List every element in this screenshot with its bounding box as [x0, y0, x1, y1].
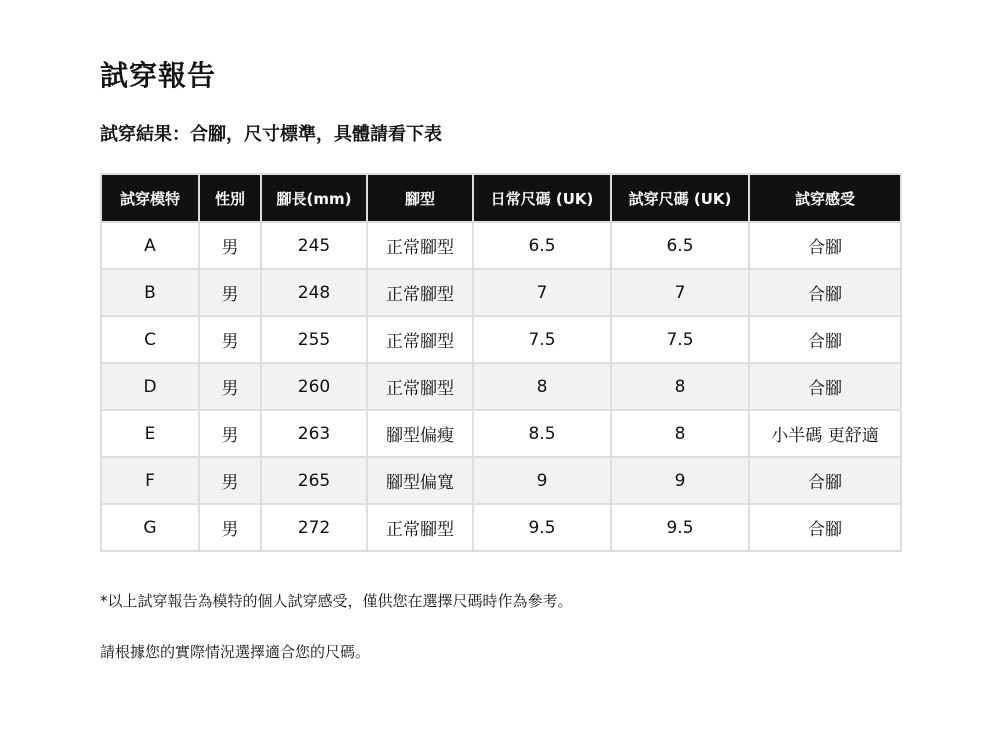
header-foot-length: 腳長(mm) — [261, 174, 367, 222]
cell-foot-type: 正常腳型 — [367, 269, 473, 316]
cell-trial-size: 8 — [611, 363, 749, 410]
cell-trial-size: 7.5 — [611, 316, 749, 363]
cell-daily-size: 9.5 — [473, 504, 611, 551]
cell-gender: 男 — [199, 269, 261, 316]
cell-gender: 男 — [199, 363, 261, 410]
cell-model: F — [101, 457, 199, 504]
cell-model: G — [101, 504, 199, 551]
cell-gender: 男 — [199, 504, 261, 551]
table-row — [101, 269, 901, 316]
table-header-row — [101, 174, 901, 222]
cell-trial-size: 6.5 — [611, 222, 749, 269]
cell-foot-length: 263 — [261, 410, 367, 457]
header-daily-size: 日常尺碼 (UK) — [473, 174, 611, 222]
cell-foot-type: 正常腳型 — [367, 222, 473, 269]
cell-foot-length: 248 — [261, 269, 367, 316]
fit-result-summary: 試穿結果：合腳，尺寸標準，具體請看下表 — [100, 124, 442, 145]
cell-model: A — [101, 222, 199, 269]
disclaimer-note: *以上試穿報告為模特的個人試穿感受，僅供您在選擇尺碼時作為參考。 — [100, 592, 573, 610]
cell-foot-length: 260 — [261, 363, 367, 410]
cell-foot-type: 正常腳型 — [367, 316, 473, 363]
cell-trial-size: 9.5 — [611, 504, 749, 551]
table-row — [101, 504, 901, 551]
header-model: 試穿模特 — [101, 174, 199, 222]
cell-feeling: 合腳 — [749, 316, 901, 363]
cell-model: E — [101, 410, 199, 457]
header-trial-size: 試穿尺碼 (UK) — [611, 174, 749, 222]
cell-feeling: 合腳 — [749, 457, 901, 504]
cell-daily-size: 9 — [473, 457, 611, 504]
table-row — [101, 457, 901, 504]
advice-note: 請根據您的實際情況選擇適合您的尺碼。 — [100, 643, 371, 661]
cell-foot-length: 265 — [261, 457, 367, 504]
table-row — [101, 363, 901, 410]
header-gender: 性別 — [199, 174, 261, 222]
page-title: 試穿報告 — [100, 59, 217, 92]
cell-trial-size: 7 — [611, 269, 749, 316]
cell-feeling: 合腳 — [749, 363, 901, 410]
fit-report-table — [100, 173, 902, 552]
cell-foot-length: 255 — [261, 316, 367, 363]
cell-gender: 男 — [199, 410, 261, 457]
cell-model: D — [101, 363, 199, 410]
cell-trial-size: 8 — [611, 410, 749, 457]
cell-foot-type: 正常腳型 — [367, 504, 473, 551]
cell-foot-length: 272 — [261, 504, 367, 551]
cell-gender: 男 — [199, 457, 261, 504]
cell-feeling: 小半碼 更舒適 — [749, 410, 901, 457]
cell-foot-type: 腳型偏寬 — [367, 457, 473, 504]
cell-daily-size: 6.5 — [473, 222, 611, 269]
cell-model: C — [101, 316, 199, 363]
table-row — [101, 222, 901, 269]
cell-foot-type: 腳型偏瘦 — [367, 410, 473, 457]
cell-gender: 男 — [199, 316, 261, 363]
header-foot-type: 腳型 — [367, 174, 473, 222]
cell-daily-size: 7 — [473, 269, 611, 316]
cell-feeling: 合腳 — [749, 222, 901, 269]
cell-gender: 男 — [199, 222, 261, 269]
cell-daily-size: 8.5 — [473, 410, 611, 457]
table-row — [101, 316, 901, 363]
cell-feeling: 合腳 — [749, 269, 901, 316]
cell-daily-size: 7.5 — [473, 316, 611, 363]
cell-daily-size: 8 — [473, 363, 611, 410]
cell-foot-type: 正常腳型 — [367, 363, 473, 410]
table-row — [101, 410, 901, 457]
cell-foot-length: 245 — [261, 222, 367, 269]
header-feeling: 試穿感受 — [749, 174, 901, 222]
cell-feeling: 合腳 — [749, 504, 901, 551]
cell-model: B — [101, 269, 199, 316]
cell-trial-size: 9 — [611, 457, 749, 504]
